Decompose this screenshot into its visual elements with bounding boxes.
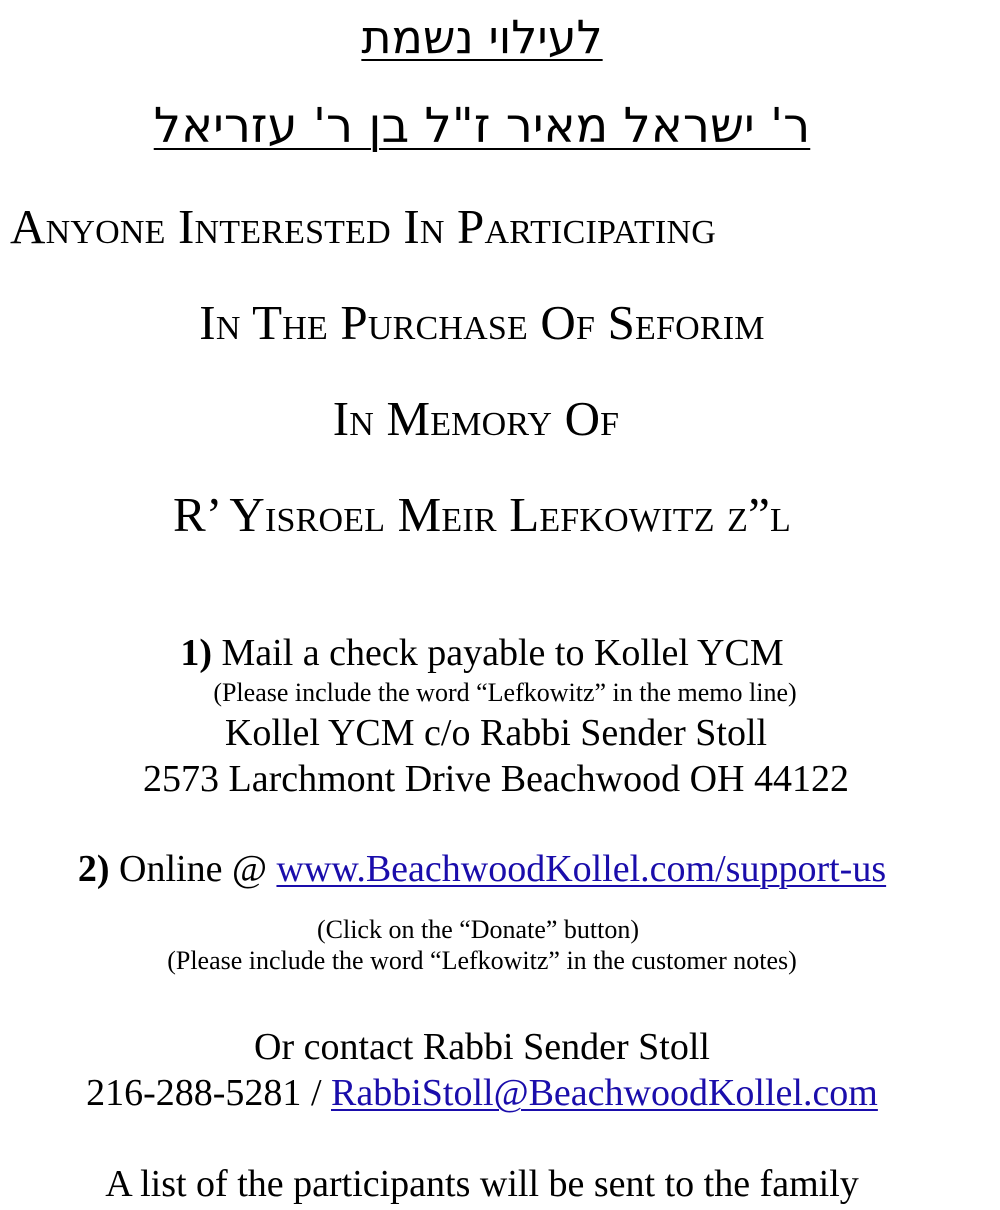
footer-note: A list of the participants will be sent to the family (105, 1163, 859, 1205)
option-2-text: Online @ (119, 848, 267, 890)
option-1-number: 1) (180, 632, 213, 674)
hebrew-dedication-name: ר' ישראל מאיר ז"ל בן ר' עזריאל (153, 98, 811, 154)
option-2-customer-notes: (Please include the word “Lefkowitz” in the customer notes) (167, 946, 797, 975)
contact-line: Or contact Rabbi Sender Stoll (254, 1026, 710, 1068)
support-us-link[interactable]: www.BeachwoodKollel.com/support-us (276, 848, 887, 890)
hebrew-dedication-title: לעילוי נשמת (361, 10, 603, 64)
option-1-address-line-1: Kollel YCM c/o Rabbi Sender Stoll (224, 712, 768, 754)
contact-email-link[interactable]: RabbiStoll@BeachwoodKollel.com (331, 1072, 878, 1114)
option-1-address-line-2: 2573 Larchmont Drive Beachwood OH 44122 (142, 758, 849, 800)
headline-line-1: Anyone Interested In Participating (10, 199, 716, 254)
option-2-number: 2) (77, 848, 110, 890)
headline-line-2: In The Purchase Of Seforim (199, 295, 765, 350)
option-2-online (0, 850, 964, 888)
option-1-mail (0, 634, 964, 672)
option-2-donate-note: (Click on the “Donate” button) (316, 915, 640, 944)
contact-separator: / (310, 1072, 322, 1114)
option-1-memo-note: (Please include the word “Lefkowitz” in the memo line) (213, 678, 797, 707)
contact-phone: 216-288-5281 (86, 1072, 302, 1114)
option-1-text: Mail a check payable to Kollel YCM (221, 632, 784, 674)
headline-line-3: In Memory Of (332, 391, 620, 446)
headline-line-4: R’ Yisroel Meir Lefkowitz z”l (172, 487, 792, 542)
contact-details (0, 1074, 964, 1112)
